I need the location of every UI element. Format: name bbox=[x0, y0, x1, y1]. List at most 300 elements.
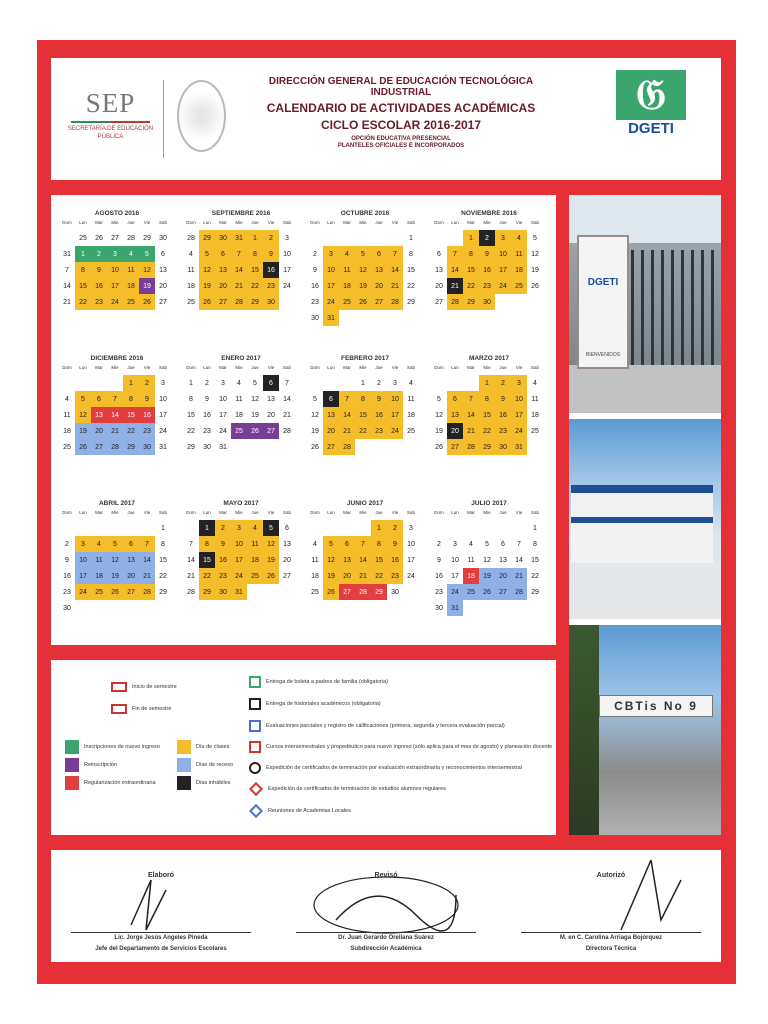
calendar-day bbox=[495, 520, 511, 536]
calendar-day: 30 bbox=[391, 588, 399, 596]
calendar-day: 4 bbox=[511, 230, 527, 246]
legend-historiales-label: Entrega de historiales académicos (obligatoria) bbox=[266, 701, 381, 707]
calendar-day: 11 bbox=[91, 552, 107, 568]
calendar-day: 12 bbox=[139, 262, 155, 278]
calendar-day: 27 bbox=[91, 439, 107, 455]
photo-entrance bbox=[569, 195, 721, 413]
calendar-day: 12 bbox=[311, 411, 319, 419]
calendar-day: 22 bbox=[75, 294, 91, 310]
weekday-label: Sab bbox=[406, 220, 415, 225]
weekday-header bbox=[59, 365, 177, 375]
end-marker-icon bbox=[111, 704, 127, 714]
calendar-day: 10 bbox=[219, 395, 227, 403]
calendar-day: 12 bbox=[251, 395, 259, 403]
calendar-day bbox=[155, 600, 171, 616]
calendar-day: 8 bbox=[371, 536, 387, 552]
calendar-day: 25 bbox=[463, 584, 479, 600]
calendar-day: 5 bbox=[253, 379, 257, 387]
calendar-day: 20 bbox=[283, 556, 291, 564]
month-grid bbox=[431, 230, 549, 310]
calendar-day: 26 bbox=[75, 439, 91, 455]
weekday-label: Mie bbox=[235, 220, 243, 225]
calendar-day: 27 bbox=[435, 298, 443, 306]
calendar-day: 2 bbox=[313, 250, 317, 258]
month-title: SEPTIEMBRE 2016 bbox=[211, 210, 271, 217]
calendar-day bbox=[371, 310, 387, 326]
calendar-day bbox=[463, 375, 479, 391]
calendar-day: 27 bbox=[215, 294, 231, 310]
weekday-header bbox=[307, 365, 425, 375]
sep-logo-bar bbox=[71, 121, 150, 123]
calendar-day: 16 bbox=[479, 262, 495, 278]
weekday-label: Jue bbox=[499, 510, 507, 515]
calendar-day: 24 bbox=[219, 427, 227, 435]
calendar-day: 29 bbox=[123, 439, 139, 455]
calendar-day: 18 bbox=[339, 278, 355, 294]
calendar-day: 19 bbox=[323, 568, 339, 584]
calendar-day: 15 bbox=[187, 411, 195, 419]
calendar-day: 8 bbox=[161, 540, 165, 548]
calendar-day: 21 bbox=[63, 298, 71, 306]
calendar-day: 27 bbox=[111, 234, 119, 242]
calendar-day: 30 bbox=[215, 230, 231, 246]
calendar-day: 29 bbox=[247, 294, 263, 310]
calendar-day: 20 bbox=[159, 282, 167, 290]
calendar-day bbox=[339, 520, 355, 536]
mexico-seal-icon bbox=[177, 80, 226, 152]
calendar-day: 22 bbox=[463, 278, 479, 294]
calendar-day: 10 bbox=[283, 250, 291, 258]
education-option: OPCIÓN EDUCATIVA PRESENCIAL bbox=[351, 136, 451, 142]
calendar-day: 12 bbox=[107, 552, 123, 568]
calendar-day: 9 bbox=[495, 391, 511, 407]
calendar-day: 27 bbox=[263, 423, 279, 439]
calendar-day bbox=[447, 520, 463, 536]
calendar-day: 20 bbox=[91, 423, 107, 439]
calendar-day bbox=[263, 439, 279, 455]
calendar-day: 10 bbox=[159, 395, 167, 403]
month-title: JULIO 2017 bbox=[471, 500, 507, 507]
calendar-day: 22 bbox=[199, 568, 215, 584]
legend-certificados-extra bbox=[249, 762, 522, 774]
calendar-day: 2 bbox=[387, 520, 403, 536]
calendar-day: 13 bbox=[267, 395, 275, 403]
calendar-day: 5 bbox=[323, 536, 339, 552]
photos-column bbox=[569, 195, 721, 835]
calendar-day: 30 bbox=[159, 234, 167, 242]
month-title: NOVIEMBRE 2016 bbox=[461, 210, 517, 217]
legend-fin bbox=[111, 704, 171, 714]
calendar-day: 7 bbox=[139, 536, 155, 552]
weekday-label: Mie bbox=[111, 365, 119, 370]
calendar-day bbox=[387, 310, 403, 326]
calendar-day bbox=[339, 375, 355, 391]
calendar-day: 21 bbox=[355, 568, 371, 584]
calendar-day: 14 bbox=[139, 552, 155, 568]
signature-reviso bbox=[286, 850, 486, 962]
calendar-day bbox=[75, 600, 91, 616]
calendar-day: 1 bbox=[161, 524, 165, 532]
weekday-label: Mar bbox=[467, 510, 475, 515]
calendar-day: 1 bbox=[533, 524, 537, 532]
weekday-label: Mie bbox=[483, 220, 491, 225]
calendar-day: 14 bbox=[107, 407, 123, 423]
calendar-day bbox=[355, 439, 371, 455]
month-grid bbox=[183, 375, 301, 455]
calendar-day bbox=[479, 600, 495, 616]
calendar-day: 13 bbox=[371, 262, 387, 278]
calendar-day: 11 bbox=[511, 246, 527, 262]
photo-tree bbox=[569, 625, 599, 835]
calendar-day: 21 bbox=[511, 568, 527, 584]
calendar-day: 14 bbox=[463, 407, 479, 423]
signature-scribble-1 bbox=[121, 875, 181, 935]
weekday-label: Sab bbox=[530, 510, 539, 515]
calendar-day: 26 bbox=[263, 568, 279, 584]
calendar-day: 13 bbox=[283, 540, 291, 548]
calendar-day: 17 bbox=[323, 278, 339, 294]
weekday-label: Sab bbox=[406, 365, 415, 370]
calendar-day: 2 bbox=[91, 246, 107, 262]
calendar-day: 19 bbox=[435, 427, 443, 435]
calendar-day: 8 bbox=[75, 262, 91, 278]
calendar-day: 5 bbox=[355, 246, 371, 262]
legend-inscripciones-label: Inscripciones de nuevo ingreso bbox=[84, 744, 160, 750]
calendar-day: 24 bbox=[407, 572, 415, 580]
calendar-day bbox=[323, 230, 339, 246]
calendar-day: 10 bbox=[75, 552, 91, 568]
calendar-day bbox=[91, 375, 107, 391]
calendar-day: 24 bbox=[495, 278, 511, 294]
calendar-day: 7 bbox=[447, 246, 463, 262]
calendar-day: 21 bbox=[187, 572, 195, 580]
calendar-day: 27 bbox=[371, 294, 387, 310]
weekday-label: Mar bbox=[95, 365, 103, 370]
calendar-day: 29 bbox=[407, 298, 415, 306]
calendar-day: 23 bbox=[371, 423, 387, 439]
calendar-day: 19 bbox=[139, 278, 155, 294]
calendar-day: 18 bbox=[91, 568, 107, 584]
calendar-day: 17 bbox=[219, 411, 227, 419]
calendar-day: 13 bbox=[339, 552, 355, 568]
calendar-day: 14 bbox=[283, 395, 291, 403]
signature-role: Autorizó bbox=[596, 872, 626, 879]
calendar-day bbox=[339, 230, 355, 246]
calendar-day: 22 bbox=[187, 427, 195, 435]
calendar-day: 10 bbox=[323, 262, 339, 278]
calendar-day bbox=[139, 600, 155, 616]
calendar-day: 26 bbox=[355, 294, 371, 310]
calendar-day: 8 bbox=[123, 391, 139, 407]
calendar-day: 25 bbox=[123, 294, 139, 310]
calendar-day: 15 bbox=[75, 278, 91, 294]
photo-cbtis-sign: CBTis No 9 bbox=[599, 695, 713, 717]
calendar-day: 28 bbox=[339, 439, 355, 455]
weekday-label: Mie bbox=[483, 510, 491, 515]
calendar-day: 6 bbox=[215, 246, 231, 262]
calendar-day: 20 bbox=[123, 568, 139, 584]
month-title: FEBRERO 2017 bbox=[340, 355, 390, 362]
weekday-label: Lun bbox=[451, 220, 459, 225]
red-diamond-icon bbox=[249, 782, 263, 796]
legend-clases bbox=[177, 740, 229, 754]
calendar-day: 15 bbox=[479, 407, 495, 423]
calendar-day bbox=[59, 520, 75, 536]
calendar-day: 18 bbox=[511, 262, 527, 278]
photo-gate bbox=[631, 250, 719, 365]
legend-certificados-reg bbox=[249, 784, 446, 794]
legend-inhabiles bbox=[177, 776, 231, 790]
signature-line bbox=[71, 932, 251, 933]
calendar-day: 26 bbox=[107, 584, 123, 600]
calendar-day: 3 bbox=[161, 379, 165, 387]
calendar-day: 1 bbox=[75, 246, 91, 262]
calendar-day: 14 bbox=[339, 407, 355, 423]
calendar-day: 10 bbox=[231, 536, 247, 552]
calendar-day bbox=[307, 520, 323, 536]
calendar-day: 31 bbox=[219, 443, 227, 451]
calendar-day: 7 bbox=[231, 246, 247, 262]
weekday-label: Dom bbox=[434, 510, 444, 515]
calendar-day: 29 bbox=[187, 443, 195, 451]
calendar-day: 5 bbox=[107, 536, 123, 552]
calendar-day: 11 bbox=[467, 556, 475, 564]
signature-role: Revisó bbox=[374, 872, 398, 879]
legend-reinscripcion-label: Reinscripción bbox=[84, 762, 118, 768]
calendar-day: 2 bbox=[139, 375, 155, 391]
calendar-day bbox=[231, 439, 247, 455]
weekday-header bbox=[431, 510, 549, 520]
dgeti-logo bbox=[616, 70, 686, 137]
calendar-day: 16 bbox=[215, 552, 231, 568]
legend-reuniones bbox=[249, 806, 351, 816]
calendar-day: 8 bbox=[247, 246, 263, 262]
weekday-label: Mie bbox=[111, 510, 119, 515]
calendar-day: 15 bbox=[159, 556, 167, 564]
calendar-day: 19 bbox=[199, 278, 215, 294]
calendar-day: 28 bbox=[187, 588, 195, 596]
calendar-day: 21 bbox=[231, 278, 247, 294]
calendar-day: 20 bbox=[371, 278, 387, 294]
calendar-day: 29 bbox=[479, 439, 495, 455]
calendar-day: 5 bbox=[485, 540, 489, 548]
month-11 bbox=[429, 500, 549, 635]
calendar-day: 5 bbox=[263, 520, 279, 536]
photo-banner-text: BIENVENIDOS bbox=[585, 352, 621, 358]
calendar-day: 12 bbox=[531, 250, 539, 258]
calendar-day: 3 bbox=[75, 536, 91, 552]
weekday-label: Vie bbox=[391, 365, 399, 370]
circle-icon bbox=[249, 762, 261, 774]
calendar-day bbox=[527, 439, 543, 455]
calendar-day: 1 bbox=[479, 375, 495, 391]
calendar-day: 16 bbox=[387, 552, 403, 568]
calendar-day: 23 bbox=[387, 568, 403, 584]
calendar-day: 25 bbox=[187, 298, 195, 306]
calendar-day: 29 bbox=[463, 294, 479, 310]
calendar-day: 12 bbox=[435, 411, 443, 419]
weekday-label: Sab bbox=[158, 220, 167, 225]
month-1 bbox=[181, 210, 301, 345]
calendar-day bbox=[431, 230, 447, 246]
calendar-day: 22 bbox=[479, 423, 495, 439]
calendar-day: 18 bbox=[187, 282, 195, 290]
legend-reuniones-label: Reuniones de Academias Locales bbox=[268, 808, 351, 814]
calendar-day: 30 bbox=[479, 294, 495, 310]
weekday-label: Mie bbox=[359, 365, 367, 370]
calendar-day bbox=[447, 230, 463, 246]
calendar-day: 8 bbox=[199, 536, 215, 552]
calendar-day: 6 bbox=[447, 391, 463, 407]
weekday-label: Dom bbox=[62, 220, 72, 225]
calendar-day: 8 bbox=[479, 391, 495, 407]
weekday-label: Vie bbox=[391, 510, 399, 515]
red-box-icon bbox=[249, 741, 261, 753]
calendar-day: 4 bbox=[247, 520, 263, 536]
sep-logo-subtitle: SECRETARÍA DE EDUCACIÓN PÚBLICA bbox=[67, 126, 154, 140]
calendar-day: 24 bbox=[159, 427, 167, 435]
calendar-day: 31 bbox=[63, 250, 71, 258]
calendar-day: 12 bbox=[75, 407, 91, 423]
calendar-day: 9 bbox=[65, 556, 69, 564]
calendar-day: 4 bbox=[469, 540, 473, 548]
calendar-day bbox=[431, 375, 447, 391]
month-title: JUNIO 2017 bbox=[346, 500, 384, 507]
calendar-day: 9 bbox=[205, 395, 209, 403]
calendar-day: 13 bbox=[499, 556, 507, 564]
calendar-day: 26 bbox=[95, 234, 103, 242]
calendar-day: 1 bbox=[199, 520, 215, 536]
calendar-day: 17 bbox=[511, 407, 527, 423]
calendar-day: 28 bbox=[139, 584, 155, 600]
calendar-day: 5 bbox=[533, 234, 537, 242]
calendar-day: 3 bbox=[231, 520, 247, 536]
calendar-day: 13 bbox=[91, 407, 107, 423]
signatures-panel bbox=[51, 850, 721, 962]
campus-type: PLANTELES OFICIALES E INCORPORADOS bbox=[337, 143, 465, 149]
calendar-day: 18 bbox=[463, 568, 479, 584]
calendar-day: 18 bbox=[63, 427, 71, 435]
calendar-day: 12 bbox=[355, 262, 371, 278]
legend-certificados-reg-label: Expedición de certificados de terminación de estudios alumnos regulares bbox=[268, 786, 446, 792]
calendar-day: 17 bbox=[495, 262, 511, 278]
calendar-day: 7 bbox=[189, 540, 193, 548]
calendar-day: 29 bbox=[159, 588, 167, 596]
weekday-label: Vie bbox=[391, 220, 399, 225]
calendar-day: 3 bbox=[221, 379, 225, 387]
calendar-day: 28 bbox=[511, 584, 527, 600]
calendar-day: 15 bbox=[407, 266, 415, 274]
calendar-day: 27 bbox=[283, 572, 291, 580]
signature-line bbox=[521, 932, 701, 933]
calendar-day bbox=[339, 310, 355, 326]
calendar-day: 6 bbox=[339, 536, 355, 552]
month-9 bbox=[181, 500, 301, 635]
calendar-day bbox=[139, 520, 155, 536]
calendar-day: 20 bbox=[339, 568, 355, 584]
legend-evaluaciones-label: Evaluaciones parciales y registro de calificaciones (primera, segunda y tercera evaluación parcial) bbox=[266, 723, 505, 729]
calendar-day: 2 bbox=[437, 540, 441, 548]
calendar-day: 5 bbox=[75, 391, 91, 407]
signature-autorizo bbox=[511, 850, 711, 962]
calendar-day: 25 bbox=[407, 427, 415, 435]
photo-cbtis bbox=[569, 625, 721, 835]
calendar-day bbox=[59, 230, 75, 246]
weekday-header bbox=[183, 220, 301, 230]
calendar-day: 17 bbox=[451, 572, 459, 580]
calendar-day: 26 bbox=[323, 584, 339, 600]
signature-line bbox=[296, 932, 476, 933]
calendar-day: 30 bbox=[495, 439, 511, 455]
photo-sign-board bbox=[577, 235, 629, 369]
weekday-label: Mie bbox=[235, 510, 243, 515]
calendar-day bbox=[107, 375, 123, 391]
legend-receso bbox=[177, 758, 233, 772]
calendar-day: 22 bbox=[159, 572, 167, 580]
calendar-day: 24 bbox=[387, 423, 403, 439]
calendar-day: 17 bbox=[159, 411, 167, 419]
weekday-label: Sab bbox=[158, 365, 167, 370]
calendar-day: 29 bbox=[371, 584, 387, 600]
calendar-day: 15 bbox=[463, 262, 479, 278]
month-5 bbox=[181, 355, 301, 490]
weekday-label: Lun bbox=[79, 365, 87, 370]
calendar-day: 23 bbox=[63, 588, 71, 596]
calendar-day: 23 bbox=[215, 568, 231, 584]
calendar-day: 30 bbox=[63, 604, 71, 612]
weekday-header bbox=[183, 365, 301, 375]
calendar-day bbox=[403, 584, 419, 600]
calendar-day: 24 bbox=[107, 294, 123, 310]
calendar-day: 24 bbox=[447, 584, 463, 600]
month-4 bbox=[57, 355, 177, 490]
calendar-day: 4 bbox=[123, 246, 139, 262]
calendar-day: 25 bbox=[91, 584, 107, 600]
calendar-day: 8 bbox=[409, 250, 413, 258]
calendar-day: 26 bbox=[199, 294, 215, 310]
calendar-day: 4 bbox=[339, 246, 355, 262]
calendar-day: 3 bbox=[495, 230, 511, 246]
weekday-label: Sab bbox=[530, 365, 539, 370]
calendar-day: 4 bbox=[533, 379, 537, 387]
calendar-day: 6 bbox=[285, 524, 289, 532]
month-3 bbox=[429, 210, 549, 345]
calendar-day bbox=[307, 230, 323, 246]
calendar-day: 1 bbox=[371, 520, 387, 536]
calendar-day: 19 bbox=[479, 568, 495, 584]
calendar-day: 12 bbox=[483, 556, 491, 564]
signature-name: M. en C. Carolina Arriaga Bojórquez bbox=[559, 935, 663, 941]
weekday-label: Vie bbox=[267, 220, 275, 225]
calendar-day: 31 bbox=[323, 310, 339, 326]
calendar-day: 24 bbox=[75, 584, 91, 600]
calendar-day bbox=[511, 600, 527, 616]
calendar-day: 10 bbox=[107, 262, 123, 278]
legend-historiales bbox=[249, 698, 381, 710]
calendar-day: 4 bbox=[237, 379, 241, 387]
weekday-label: Dom bbox=[186, 220, 196, 225]
calendar-day: 2 bbox=[377, 379, 381, 387]
calendar-day: 31 bbox=[231, 230, 247, 246]
calendar-day bbox=[431, 520, 447, 536]
legend-inscripciones bbox=[65, 740, 160, 754]
calendar-day: 21 bbox=[283, 411, 291, 419]
calendar-day bbox=[355, 520, 371, 536]
calendar-day: 25 bbox=[63, 443, 71, 451]
month-grid bbox=[183, 230, 301, 310]
calendar-day: 2 bbox=[215, 520, 231, 536]
weekday-label: Mar bbox=[219, 220, 227, 225]
